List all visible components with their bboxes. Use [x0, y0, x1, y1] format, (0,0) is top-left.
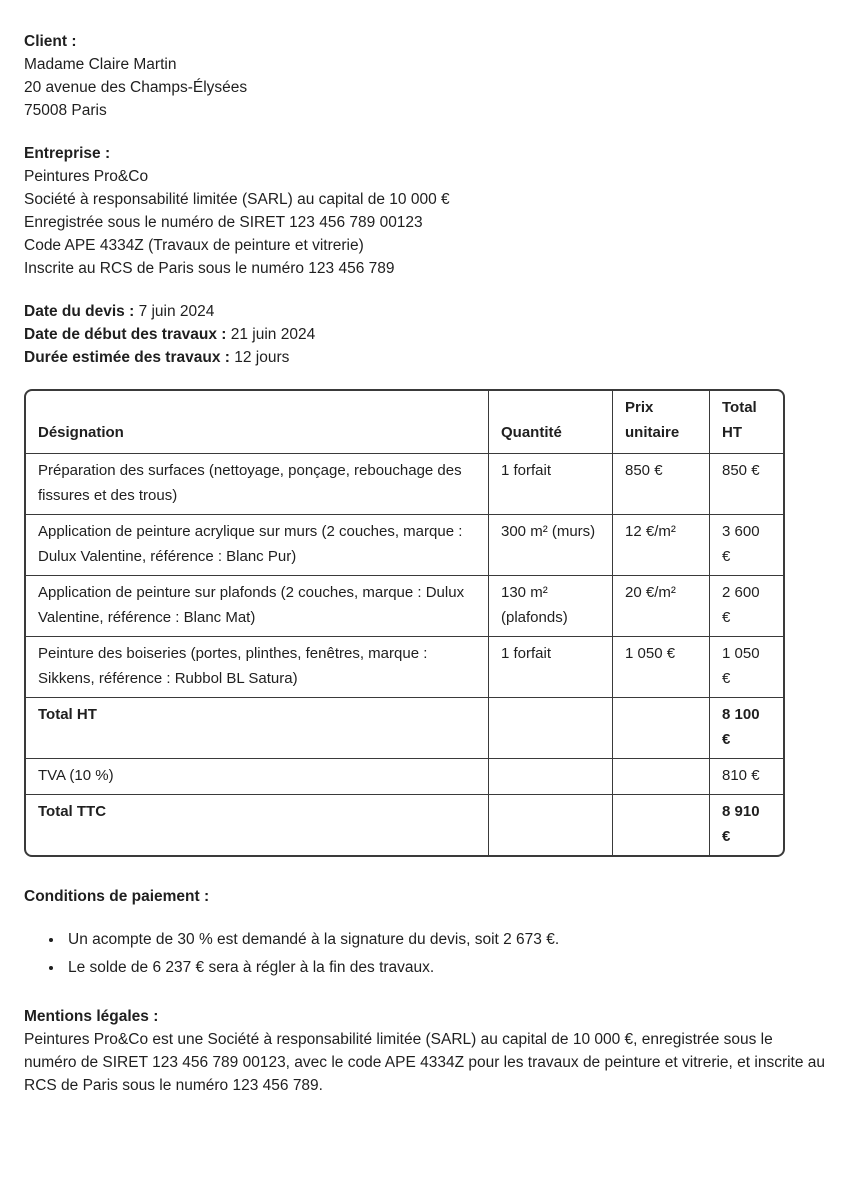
- summary-row: [26, 698, 783, 759]
- date-label: Durée estimée des travaux :: [24, 349, 230, 366]
- item-row: [26, 454, 783, 515]
- item-unit-price: 20 €/m²: [613, 576, 710, 637]
- item-designation: Application de peinture acrylique sur murs (2 couches, marque : Dulux Valentine, référence : Blanc Pur): [26, 515, 489, 576]
- summary-empty-cell: [489, 759, 613, 795]
- item-designation: Peinture des boiseries (portes, plinthes, fenêtres, marque : Sikkens, référence : Rubbol BL Satura): [26, 637, 489, 698]
- company-line: Peintures Pro&Co: [24, 168, 149, 185]
- item-unit-price: 850 €: [613, 454, 710, 515]
- item-unit-price: 1 050 €: [613, 637, 710, 698]
- payment-heading: Conditions de paiement :: [24, 888, 210, 905]
- item-designation: Préparation des surfaces (nettoyage, ponçage, rebouchage des fissures et des trous): [26, 454, 489, 515]
- item-total: 3 600 €: [710, 515, 783, 576]
- legal-text: Peintures Pro&Co est une Société à responsabilité limitée (SARL) au capital de 10 000 €, enregistrée sous le numéro de SIRET 123 456 789 00123, avec le code APE 4334Z pour les travaux de peinture et vitrerie, et inscrite au RCS de Paris sous le numéro 123 456 789.: [24, 1031, 826, 1094]
- summary-empty-cell: [489, 698, 613, 759]
- company-line: Enregistrée sous le numéro de SIRET 123 456 789 00123: [24, 214, 423, 231]
- company-line: Société à responsabilité limitée (SARL) au capital de 10 000 €: [24, 191, 450, 208]
- item-quantity: 130 m² (plafonds): [489, 576, 613, 637]
- summary-label: Total TTC: [26, 795, 489, 855]
- company-block: [24, 142, 828, 280]
- payment-item: • Un acompte de 30 % est demandé à la signature du devis, soit 2 673 €.: [64, 928, 828, 951]
- summary-empty-cell: [613, 759, 710, 795]
- payment-item: • Le solde de 6 237 € sera à régler à la fin des travaux.: [64, 956, 828, 979]
- client-block: [24, 30, 828, 122]
- client-line: Madame Claire Martin: [24, 56, 177, 73]
- summary-total: 8 910 €: [722, 803, 760, 845]
- summary-total: 810 €: [710, 759, 783, 795]
- client-heading: Client :: [24, 33, 77, 50]
- column-header: Total HT: [710, 391, 783, 454]
- item-quantity: 1 forfait: [489, 454, 613, 515]
- date-line: [24, 300, 828, 323]
- summary-total: 8 100 €: [710, 698, 783, 759]
- summary-row: [26, 795, 783, 855]
- legal-block: [24, 1005, 828, 1097]
- date-line: [24, 346, 828, 369]
- header-row: [26, 391, 783, 454]
- date-value: 21 juin 2024: [230, 326, 316, 343]
- summary-empty-cell: [613, 698, 710, 759]
- quote-table-body: [26, 454, 783, 698]
- item-total: 2 600 €: [710, 576, 783, 637]
- date-label: Date du devis :: [24, 303, 135, 320]
- date-label: Date de début des travaux :: [24, 326, 227, 343]
- column-header: Quantité: [489, 391, 613, 454]
- client-line: 75008 Paris: [24, 102, 107, 119]
- company-line: Code APE 4334Z (Travaux de peinture et vitrerie): [24, 237, 364, 254]
- quote-table-head: [26, 391, 783, 454]
- summary-empty-cell: [489, 795, 613, 855]
- item-quantity: 1 forfait: [489, 637, 613, 698]
- company-heading: Entreprise :: [24, 145, 111, 162]
- item-unit-price: 12 €/m²: [613, 515, 710, 576]
- column-header: Désignation: [26, 391, 489, 454]
- item-quantity: 300 m² (murs): [489, 515, 613, 576]
- item-row: [26, 637, 783, 698]
- legal-heading: Mentions légales :: [24, 1008, 159, 1025]
- summary-label: Total HT: [26, 698, 489, 759]
- item-total: 850 €: [710, 454, 783, 515]
- company-line: Inscrite au RCS de Paris sous le numéro 123 456 789: [24, 260, 395, 277]
- client-lines: [24, 53, 828, 122]
- payment-block: [24, 885, 828, 908]
- summary-label: TVA (10 %): [26, 759, 489, 795]
- payment-list: [24, 928, 828, 979]
- summary-empty-cell: [613, 795, 710, 855]
- summary-row: [26, 759, 783, 795]
- quote-table-summary: [26, 698, 783, 855]
- item-row: [26, 515, 783, 576]
- company-lines: [24, 165, 828, 280]
- item-total: 1 050 €: [710, 637, 783, 698]
- date-line: [24, 323, 828, 346]
- item-designation: Application de peinture sur plafonds (2 couches, marque : Dulux Valentine, référence : Blanc Mat): [26, 576, 489, 637]
- client-line: 20 avenue des Champs-Élysées: [24, 79, 248, 96]
- item-row: [26, 576, 783, 637]
- date-value: 12 jours: [234, 349, 290, 366]
- dates-block: [24, 300, 828, 369]
- column-header: Prix unitaire: [613, 391, 710, 454]
- quote-table: [24, 389, 785, 857]
- date-value: 7 juin 2024: [138, 303, 215, 320]
